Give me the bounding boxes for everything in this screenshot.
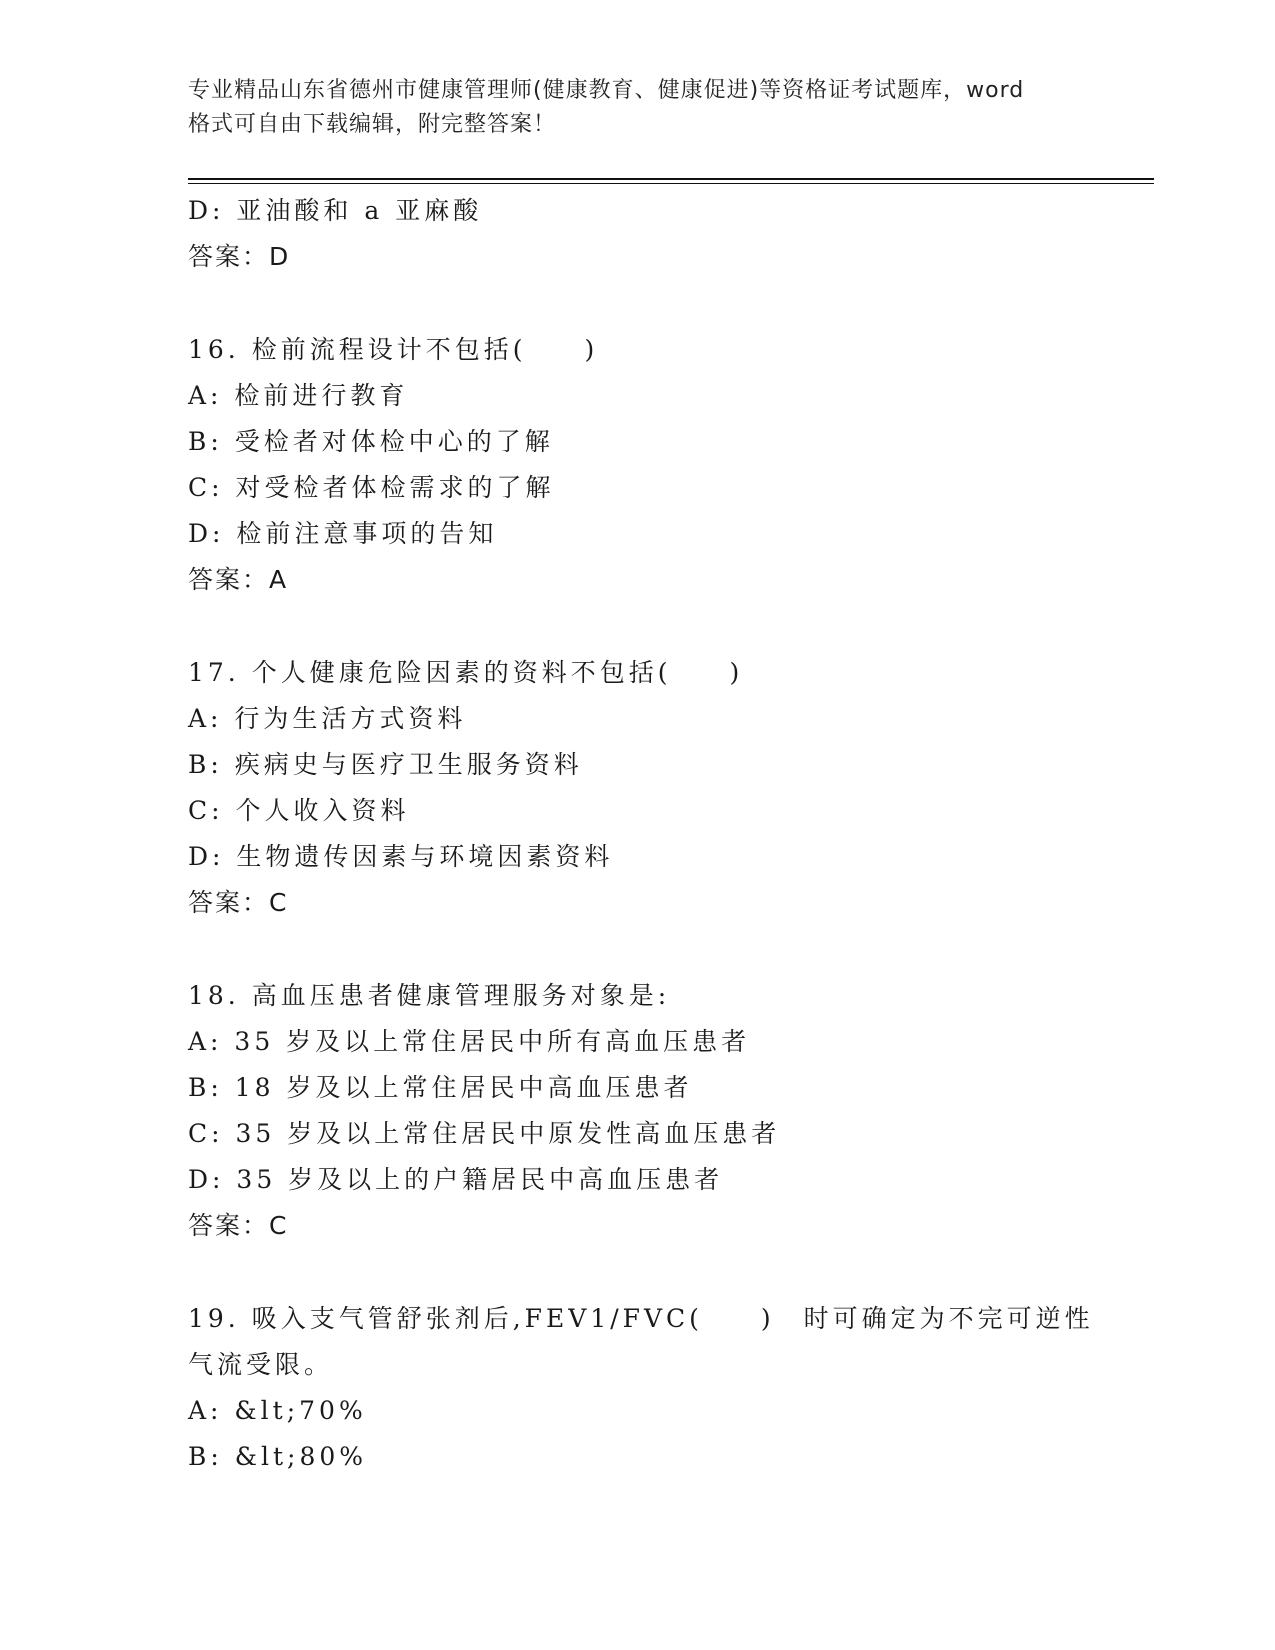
option-d: D: 生物遗传因素与环境因素资料 <box>188 842 614 871</box>
header-divider-thin <box>188 183 1154 184</box>
question-stem-line-2: 气流受限。 <box>188 1350 334 1379</box>
previous-question-tail <box>188 188 1108 280</box>
option-d: D: 亚油酸和 a 亚麻酸 <box>188 196 483 225</box>
option-c: C: 35 岁及以上常住居民中原发性高血压患者 <box>188 1119 781 1148</box>
question-list <box>188 188 1108 1480</box>
answer-line: 答案：C <box>188 888 289 917</box>
header-line-1: 专业精品山东省德州市健康管理师(健康教育、健康促进)等资格证考试题库，word <box>188 78 1025 103</box>
question-stem: 17. 个人健康危险因素的资料不包括( ) <box>188 658 744 687</box>
question-stem: 16. 检前流程设计不包括( ) <box>188 335 599 364</box>
question-stem-line-1: 19. 吸入支气管舒张剂后,FEV1/FVC( ) 时可确定为不完可逆性 <box>188 1304 1094 1333</box>
answer-line: 答案：C <box>188 1211 289 1240</box>
option-d: D: 检前注意事项的告知 <box>188 519 498 548</box>
question-16 <box>188 327 1108 603</box>
header-line-2: 格式可自由下载编辑，附完整答案！ <box>188 112 557 137</box>
option-c: C: 个人收入资料 <box>188 796 410 825</box>
answer-line: 答案：A <box>188 565 289 594</box>
option-a: A: 35 岁及以上常住居民中所有高血压患者 <box>188 1027 751 1056</box>
spacer <box>188 1249 1108 1296</box>
question-18 <box>188 973 1108 1249</box>
option-d: D: 35 岁及以上的户籍居民中高血压患者 <box>188 1165 724 1194</box>
question-17 <box>188 650 1108 926</box>
document-header <box>188 74 1108 142</box>
option-b: B: 疾病史与医疗卫生服务资料 <box>188 750 583 779</box>
spacer <box>188 280 1108 327</box>
option-b: B: &lt;80% <box>188 1442 368 1471</box>
option-b: B: 18 岁及以上常住居民中高血压患者 <box>188 1073 693 1102</box>
option-c: C: 对受检者体检需求的了解 <box>188 473 555 502</box>
question-stem: 18. 高血压患者健康管理服务对象是: <box>188 981 671 1010</box>
header-divider-thick <box>188 178 1154 180</box>
option-a: A: 行为生活方式资料 <box>188 704 467 733</box>
answer-line: 答案：D <box>188 242 291 271</box>
question-19 <box>188 1296 1108 1480</box>
option-b: B: 受检者对体检中心的了解 <box>188 427 554 456</box>
option-a: A: &lt;70% <box>188 1396 367 1425</box>
option-a: A: 检前进行教育 <box>188 381 409 410</box>
spacer <box>188 603 1108 650</box>
spacer <box>188 926 1108 973</box>
